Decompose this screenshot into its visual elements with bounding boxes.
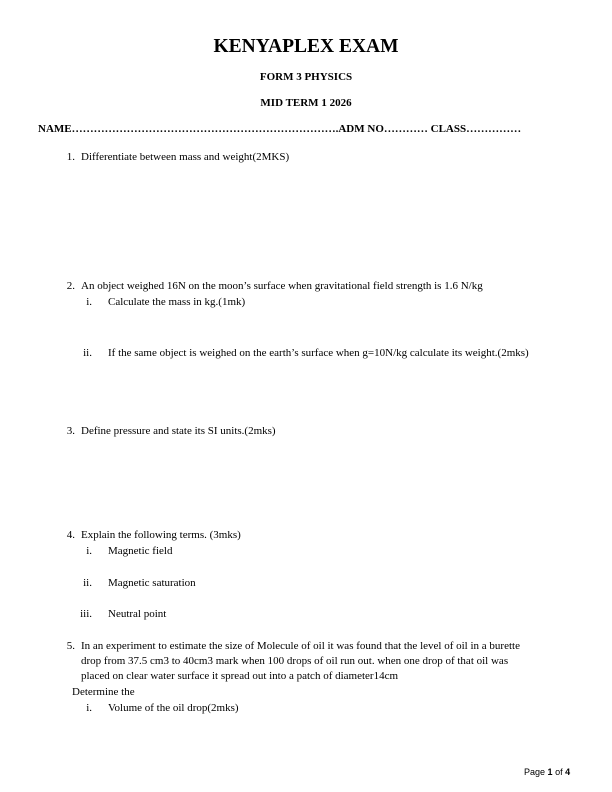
question-5 <box>57 640 520 652</box>
part-number: ii. <box>83 577 92 589</box>
part-number: i. <box>86 296 92 308</box>
exam-subtitle: FORM 3 PHYSICS <box>259 71 353 83</box>
part-number: i. <box>86 545 92 557</box>
question-number: 5. <box>66 640 75 652</box>
page-total: 4 <box>565 767 571 777</box>
class-dots: …………… <box>466 123 522 135</box>
question-number: 1. <box>66 151 75 163</box>
part-text: Calculate the mass in kg.(1mk) <box>108 296 246 308</box>
question-text: An object weighed 16N on the moon’s surface when gravitational field strength is 1.6 N/kg <box>81 280 483 292</box>
question-text-line-1: In an experiment to estimate the size of Molecule of oil it was found that the level of oil in a burette <box>81 640 520 652</box>
part-text: Magnetic field <box>108 545 173 557</box>
name-dots: ………………………………………………………………. <box>71 123 339 135</box>
of-word: of <box>555 767 563 777</box>
name-label: NAME <box>38 123 72 135</box>
part-number: iii. <box>80 608 92 620</box>
question-2 <box>57 280 483 292</box>
adm-dots: ………… <box>383 123 428 135</box>
question-text: Explain the following terms. (3mks) <box>81 529 241 541</box>
question-4 <box>57 529 241 541</box>
question-number: 2. <box>66 280 75 292</box>
part-text: If the same object is weighed on the earth’s surface when g=10N/kg calculate its weight.(2mks) <box>108 347 529 359</box>
page-indicator <box>524 767 570 777</box>
question-3 <box>57 425 276 437</box>
page-number: 1 <box>547 767 553 777</box>
exam-term: MID TERM 1 2026 <box>260 97 352 109</box>
question-text: Differentiate between mass and weight(2MKS) <box>81 151 290 163</box>
question-text-line-2: drop from 37.5 cm3 to 40cm3 mark when 100 drops of oil run out. when one drop of that oil was <box>81 655 509 667</box>
exam-title: KENYAPLEX EXAM <box>213 36 399 57</box>
class-label: CLASS <box>430 123 467 135</box>
question-text: Define pressure and state its SI units.(2mks) <box>81 425 276 437</box>
part-number: i. <box>86 702 92 714</box>
question-5-lead: Determine the <box>72 686 135 698</box>
part-number: ii. <box>83 347 92 359</box>
page-word: Page <box>524 767 546 777</box>
part-text: Neutral point <box>108 608 167 620</box>
adm-label: ADM NO <box>338 123 384 135</box>
student-info-row <box>38 123 521 135</box>
question-number: 4. <box>66 529 75 541</box>
question-1 <box>57 151 289 163</box>
question-number: 3. <box>66 425 75 437</box>
question-text-line-3: placed on clear water surface it spread out into a patch of diameter14cm <box>81 670 399 682</box>
part-text: Magnetic saturation <box>108 577 196 589</box>
part-text: Volume of the oil drop(2mks) <box>108 702 239 714</box>
